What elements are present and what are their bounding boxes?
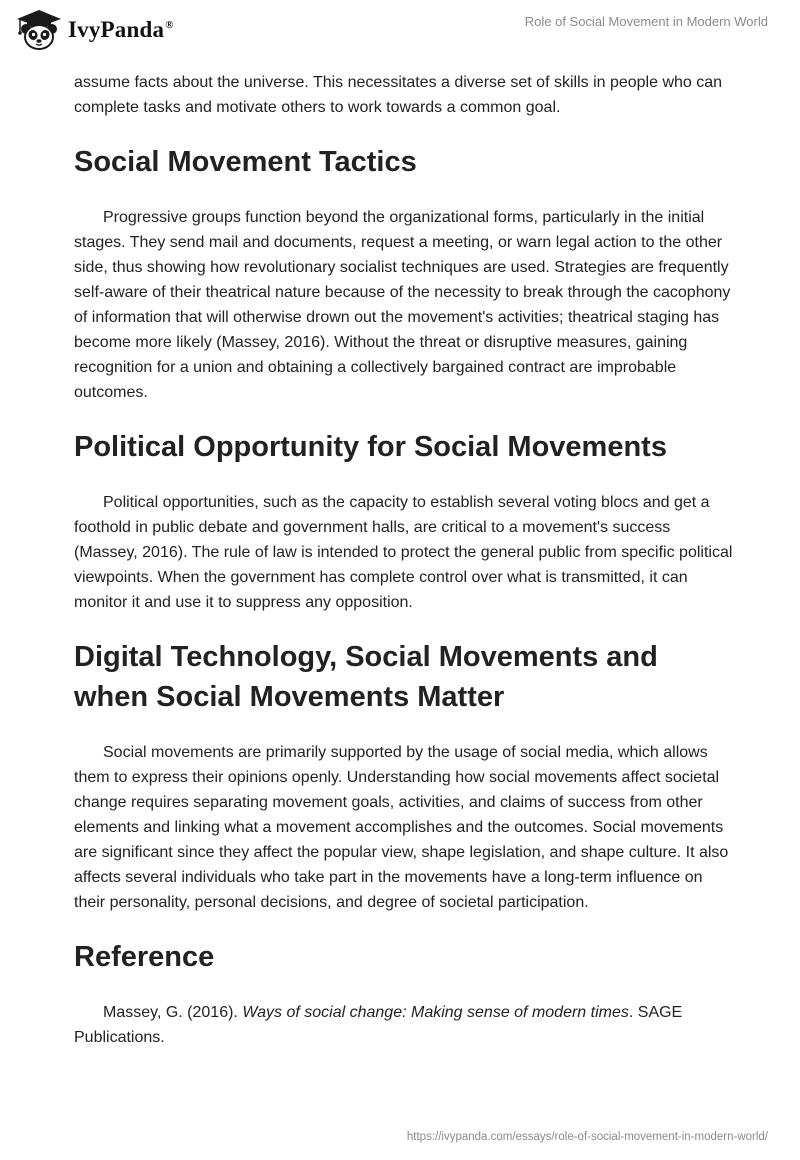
paragraph-social-movement-tactics: Progressive groups function beyond the organizational forms, particularly in the initial stages. They send mail and documents, request a meeting, or warn legal action to the other side, thus showing how revolutionary socialist techniques are used. Strategies are frequently self-aware of their theatrical nature because of the necessity to break through the cacophony of information that will otherwise drown out the movement's activities; theatrical staging has become more likely (Massey, 2016). Without the threat or disruptive measures, gaining recognition for a union and obtaining a collectively bargained contract are improbable outcomes. [74, 209, 731, 401]
essay-body [74, 70, 734, 1050]
reference-publisher: . SAGE Publications. [74, 1004, 683, 1046]
reference-entry [74, 1000, 734, 1050]
source-url[interactable]: https://ivypanda.com/essays/role-of-social-movement-in-modern-world/ [406, 1131, 768, 1143]
registered-mark: ® [165, 19, 174, 32]
document-title: Role of Social Movement in Modern World [524, 14, 768, 29]
reference-author: Massey, G. (2016). [103, 1004, 243, 1021]
page-header [0, 0, 800, 60]
logo-text: IvyPanda [68, 17, 165, 42]
paragraph-political-opportunity: Political opportunities, such as the capacity to establish several voting blocs and get a foothold in public debate and government halls, are critical to a movement's success (Massey, 2016). The rule of law is intended to protect the general public from specific political viewpoints. When the government has complete control over what is transmitted, it can monitor it and use it to suppress any opposition. [74, 494, 733, 611]
logo-wordmark [68, 17, 174, 43]
heading-reference: Reference [74, 941, 215, 973]
heading-social-movement-tactics: Social Movement Tactics [74, 146, 417, 178]
reference-title: Ways of social change: Making sense of modern times [242, 1004, 629, 1021]
heading-political-opportunity: Political Opportunity for Social Movements [74, 431, 667, 463]
ivypanda-logo[interactable] [14, 8, 174, 52]
panda-graduate-icon [14, 8, 64, 52]
heading-digital-technology: Digital Technology, Social Movements and when Social Movements Matter [74, 641, 658, 713]
intro-paragraph: assume facts about the universe. This necessitates a diverse set of skills in people who can complete tasks and motivate others to work towards a common goal. [74, 74, 723, 116]
paragraph-digital-technology: Social movements are primarily supported by the usage of social media, which allows them to express their opinions openly. Understanding how social movements affect societal change requires separating movement goals, activities, and claims of success from other elements and linking what a movement accomplishes and the outcomes. Social movements are significant since they affect the popular view, shape legislation, and shape culture. It also affects several individuals who take part in the movements have a long-term influence on their personality, personal decisions, and degree of societal participation. [74, 744, 729, 911]
